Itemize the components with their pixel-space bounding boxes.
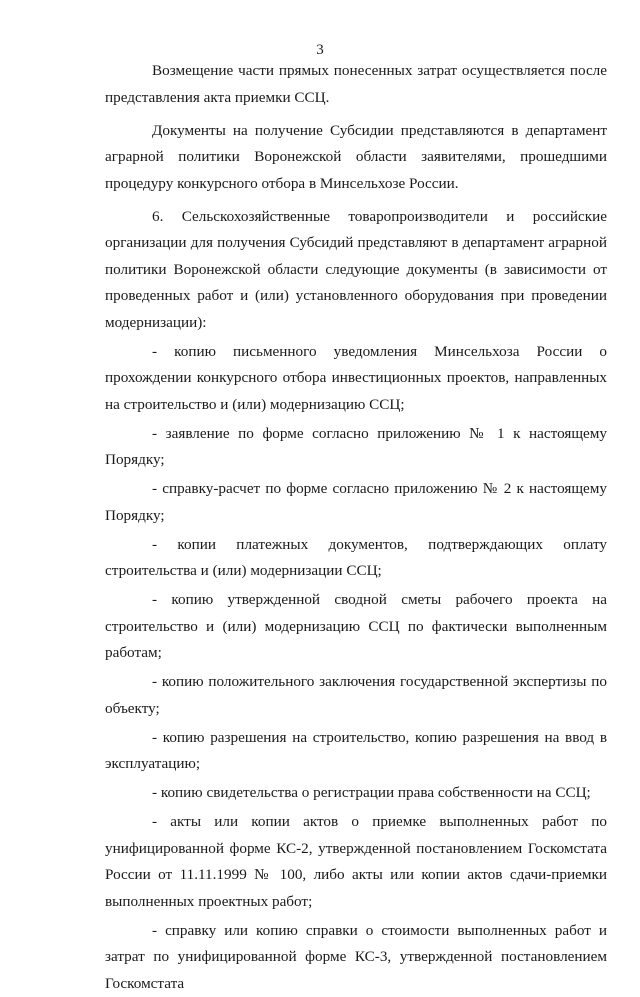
- paragraph-item-6: 6. Сельскохозяйственные товаропроизводители и российские организации для получения Субсидий представляют в департамент аграрной политики Воронежской области следующие документы (в зависимости от проведенных работ и (или) установленного оборудования при проведении модернизации):: [105, 204, 607, 337]
- list-item-ks2-acts: - акты или копии актов о приемке выполненных работ по унифицированной форме КС-2, утвержденной постановлением Госкомстата России от 11.11.1999 № 100, либо акты или копии актов сдачи-приемки выполненных проектных работ;: [105, 809, 607, 915]
- list-item-payment-documents: - копии платежных документов, подтверждающих оплату строительства и (или) модернизации ССЦ;: [105, 532, 607, 585]
- list-item-expertise-conclusion: - копию положительного заключения государственной экспертизы по объекту;: [105, 669, 607, 722]
- list-item-calculation-certificate: - справку-расчет по форме согласно приложению № 2 к настоящему Порядку;: [105, 476, 607, 529]
- list-item-notification-copy: - копию письменного уведомления Минсельхоза России о прохождении конкурсного отбора инвестиционных проектов, направленных на строительство и (или) модернизацию ССЦ;: [105, 339, 607, 419]
- document-body: [105, 58, 607, 997]
- page-number: 3: [0, 42, 640, 59]
- list-item-consolidated-estimate: - копию утвержденной сводной сметы рабочего проекта на строительство и (или) модернизацию ССЦ по фактически выполненным работам;: [105, 587, 607, 667]
- list-item-ks3-certificate: - справку или копию справки о стоимости выполненных работ и затрат по унифицированной форме КС-3, утвержденной постановлением Госкомстата: [105, 918, 607, 997]
- list-item-application: - заявление по форме согласно приложению № 1 к настоящему Порядку;: [105, 421, 607, 474]
- list-item-construction-permit: - копию разрешения на строительство, копию разрешения на ввод в эксплуатацию;: [105, 725, 607, 778]
- paragraph-documents-submission: Документы на получение Субсидии представляются в департамент аграрной политики Воронежской области заявителями, прошедшими процедуру конкурсного отбора в Минсельхозе России.: [105, 118, 607, 198]
- paragraph-reimbursement: Возмещение части прямых понесенных затрат осуществляется после представления акта приемки ССЦ.: [105, 58, 607, 111]
- list-item-ownership-certificate: - копию свидетельства о регистрации права собственности на ССЦ;: [105, 780, 607, 807]
